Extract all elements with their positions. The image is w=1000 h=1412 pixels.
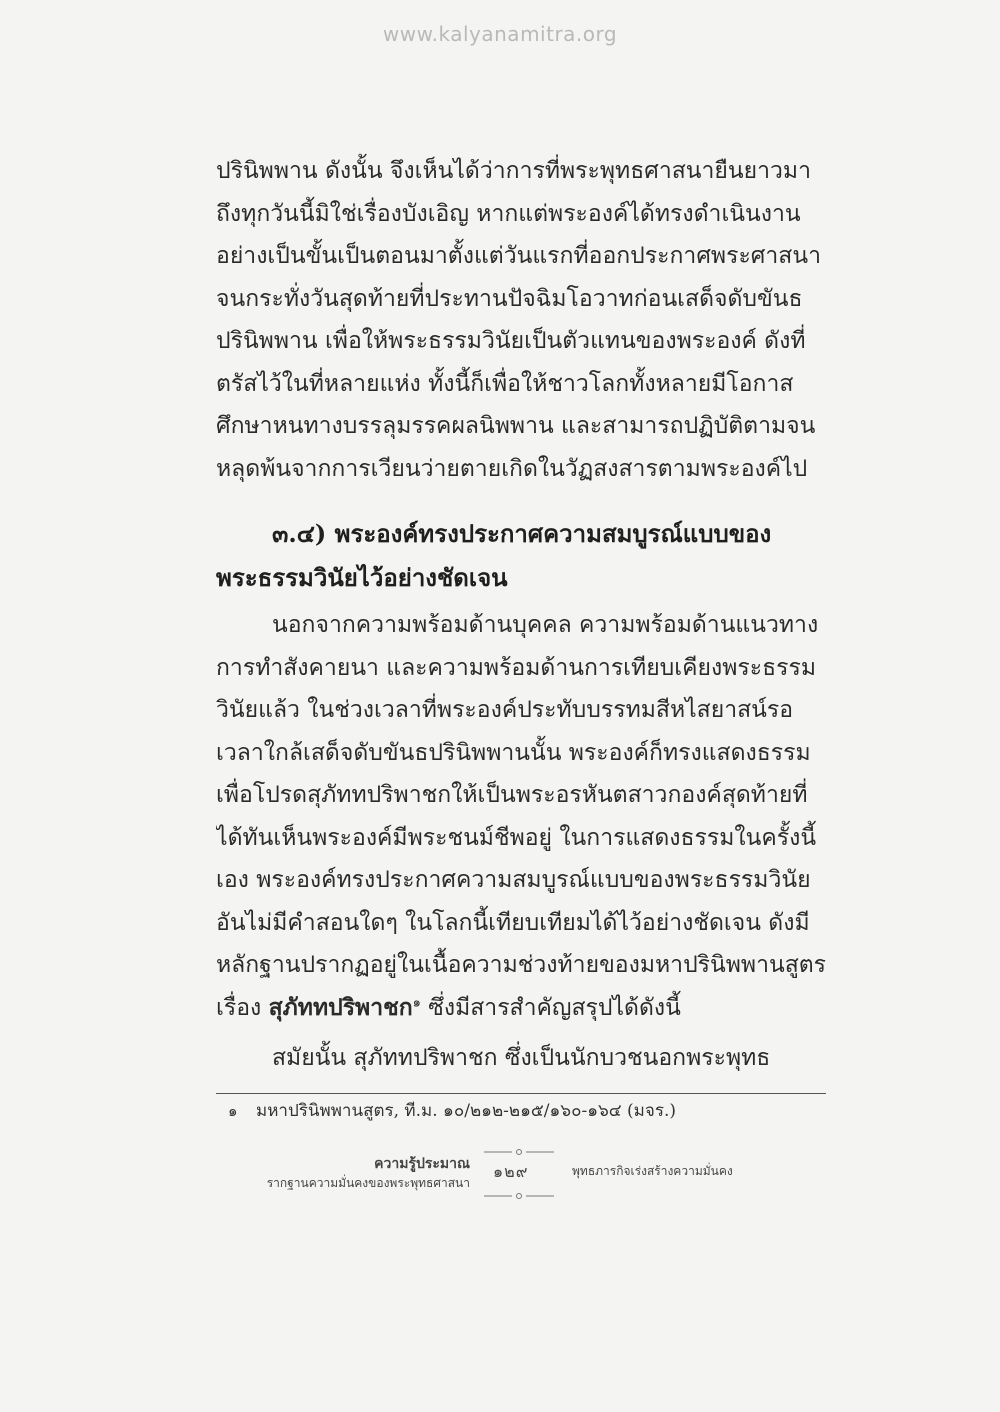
footnote xyxy=(228,1098,828,1124)
text-line: เอง พระองค์ทรงประกาศความสมบูรณ์แบบของพระธรรมวินัย xyxy=(216,867,811,893)
section-heading xyxy=(216,512,828,600)
text-line: อย่างเป็นขั้นเป็นตอนมาตั้งแต่วันแรกที่ออกประกาศพระศาสนา xyxy=(216,243,821,269)
text-line: นอกจากความพร้อมด้านบุคคล ความพร้อมด้านแนวทาง xyxy=(272,612,819,638)
text-line: ปรินิพพาน เพื่อให้พระธรรมวินัยเป็นตัวแทนของพระองค์ ดังที่ xyxy=(216,328,806,354)
footnote-text: มหาปรินิพพานสูตร, ที.ม. ๑๐/๒๑๒-๒๑๕/๑๖๐-๑๖๔ (มจร.) xyxy=(256,1101,677,1121)
text-line: ได้ทันเห็นพระองค์มีพระชนม์ชีพอยู่ ในการแสดงธรรมในครั้งนี้ xyxy=(216,824,817,851)
page-number: ๑๒๙ xyxy=(493,1162,529,1181)
ornament-top-icon xyxy=(484,1148,554,1156)
text-line: เวลาใกล้เสด็จดับขันธปรินิพพานนั้น พระองค์ก็ทรงแสดงธรรม xyxy=(216,739,811,766)
footnote-mark: ๑ xyxy=(228,1102,238,1120)
page-footer xyxy=(0,1152,1000,1212)
footer-book-title: ความรู้ประมาณ xyxy=(374,1156,470,1172)
emphasized-term: สุภัททปริพาชก xyxy=(268,993,413,1021)
text-fragment: เรื่อง xyxy=(216,994,269,1021)
footer-left xyxy=(267,1154,470,1192)
watermark-url: www.kalyanamitra.org xyxy=(382,22,618,46)
text-line: ตรัสไว้ในที่หลายแห่ง ทั้งนี้ก็เพื่อให้ชาวโลกทั้งหลายมีโอกาส xyxy=(216,370,794,397)
text-line: หลุดพ้นจากการเวียนว่ายตายเกิดในวัฏสงสารตามพระองค์ไป xyxy=(216,455,808,482)
footer-chapter-title: พุทธภารกิจเร่งสร้างความมั่นคง xyxy=(572,1164,733,1178)
paragraph-2 xyxy=(216,604,828,1029)
text-line: เพื่อโปรดสุภัททปริพาชกให้เป็นพระอรหันตสาวกองค์สุดท้ายที่ xyxy=(216,782,808,808)
text-fragment: ซึ่งมีสารสำคัญสรุปได้ดังนี้ xyxy=(420,994,681,1021)
footnote-divider xyxy=(216,1093,826,1094)
text-line: ถึงทุกวันนี้มิใช่เรื่องบังเอิญ หากแต่พระองค์ได้ทรงดำเนินงาน xyxy=(216,200,801,227)
text-line: วินัยแล้ว ในช่วงเวลาที่พระองค์ประทับบรรทมสีหไสยาสน์รอ xyxy=(216,697,794,723)
footer-book-subtitle: รากฐานความมั่นคงของพระพุทธศาสนา xyxy=(266,1176,470,1190)
text-line xyxy=(216,987,828,1030)
paragraph-1 xyxy=(216,150,828,490)
heading-line-1: ๓.๔) พระองค์ทรงประกาศความสมบูรณ์แบบของ xyxy=(272,519,772,548)
text-line: ปรินิพพาน ดังนั้น จึงเห็นได้ว่าการที่พระพุทธศาสนายืนยาวมา xyxy=(216,158,812,184)
paragraph-3 xyxy=(216,1037,828,1080)
footnote-reference[interactable]: ๑ xyxy=(412,994,421,1010)
page-body xyxy=(216,150,828,1080)
text-line: การทำสังคายนา และความพร้อมด้านการเทียบเคียงพระธรรม xyxy=(216,654,816,681)
heading-line-2: พระธรรมวินัยไว้อย่างชัดเจน xyxy=(216,563,508,592)
text-line: หลักฐานปรากฏอยู่ในเนื้อความช่วงท้ายของมหาปรินิพพานสูตร xyxy=(216,952,827,978)
text-line: ศึกษาหนทางบรรลุมรรคผลนิพพาน และสามารถปฏิบัติตามจน xyxy=(216,413,816,439)
text-line: จนกระทั่งวันสุดท้ายที่ประทานปัจฉิมโอวาทก่อนเสด็จดับขันธ xyxy=(216,285,803,312)
ornament-bottom-icon xyxy=(484,1192,554,1200)
text-line: สมัยนั้น สุภัททปริพาชก ซึ่งเป็นนักบวชนอกพระพุทธ xyxy=(272,1045,771,1071)
text-line: อันไม่มีคำสอนใดๆ ในโลกนี้เทียบเทียมได้ไว้อย่างชัดเจน ดังมี xyxy=(216,909,810,936)
